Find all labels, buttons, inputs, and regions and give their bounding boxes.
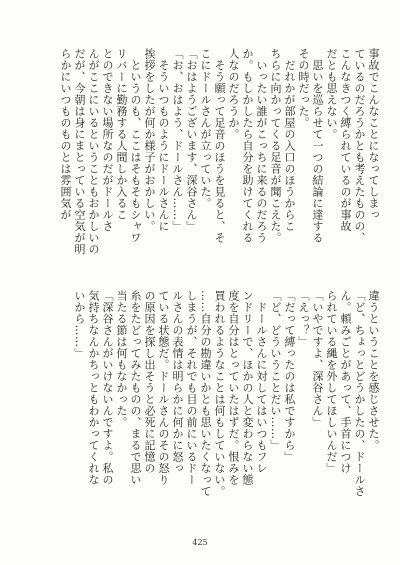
text-line: こんなきつく縛られているのが事故 — [339, 48, 352, 232]
dialogue-line: 「お、おはよう、ドールさん……」 — [171, 48, 184, 232]
text-line: ている状態だ。ドールさんのその怒り — [157, 290, 170, 486]
text-line: とのできない場所なのだがドールさ — [101, 48, 114, 232]
text-line: というのも、ここはそもそもシャワ — [129, 48, 142, 244]
dialogue-line: 「えっ？」 — [297, 290, 310, 348]
text-line: だが、今朝は身にまとっている空気が明 — [73, 48, 86, 255]
lower-text-block — [58, 290, 380, 522]
text-line: ん。頼みごとがあって、手首につけ — [339, 290, 352, 474]
text-line: らかにいつものものとは雰囲気が — [59, 48, 72, 221]
text-line: ンドリーで、ほかの人と変わらない態 — [241, 290, 254, 486]
text-line: その時だった。 — [297, 48, 310, 129]
dialogue-line: 「だって縛ったのは私ですから」 — [283, 290, 296, 463]
text-line: 度を自分はとっていたはずだ。恨みを — [227, 290, 240, 486]
text-line: そういつものようにドールさんに — [157, 48, 170, 232]
dialogue-line: 「ど、どういうことだい……」 — [269, 290, 282, 451]
text-line: だとも思えない。 — [325, 48, 338, 140]
text-line: しまうが、それでも目の前にいるドー — [185, 290, 198, 486]
text-line: か。もしかしたら自分を助けてくれる — [241, 48, 254, 244]
text-line: だれかが部屋の入口のほうからこ — [283, 48, 296, 232]
dialogue-line: 「ど、ちょっとどうかしたの、ドールさ — [353, 290, 366, 497]
text-line: られている縄を外してほしいんだ」 — [325, 290, 338, 474]
text-line: ちらに向かってくる足音が聞こえた。 — [269, 48, 282, 244]
text-line: 違うということを感じさせた。 — [367, 290, 380, 451]
text-line: 買われるようなことは何もしていない。 — [213, 290, 226, 497]
text-line: 事故でこんなことになってしまっ — [367, 48, 380, 221]
text-line: ているのだろうかとも考えたものの、 — [353, 48, 366, 244]
text-line: 挨拶をしたが何か様子がおかしい。 — [143, 48, 156, 232]
text-line: ドールさんに対してはいつもフレ — [255, 290, 268, 474]
dialogue-line: いから……」 — [73, 290, 86, 359]
text-line: んがここにいるということもおかしいの — [87, 48, 100, 255]
text-line: の原因を探し出そうと必死に記憶の — [143, 290, 156, 474]
text-line: そう願って足音のほうを見ると、そ — [213, 48, 226, 244]
text-line: 当たる節は何もなかった。 — [115, 290, 128, 428]
text-line: こにドールさんが立っていた。 — [199, 48, 212, 209]
text-line: ルさんの表情は明らかに何かに怒っ — [171, 290, 184, 474]
text-line: リバーに勤務する人間しか入るこ — [115, 48, 128, 221]
dialogue-line: 「おはようございます、深谷さん」 — [185, 48, 198, 232]
text-line: ……自分の勘違いかとも思いたくなって — [199, 290, 212, 497]
dialogue-line: 「深谷さんがいけないんですよ。私の — [101, 290, 114, 486]
dialogue-line: 「いやですよ、深谷さん」 — [311, 290, 324, 428]
text-line: 思いを巡らせて一つの結論に達する — [311, 48, 324, 244]
upper-text-block — [58, 48, 380, 270]
page-number: 425 — [192, 538, 208, 547]
text-line: いったい誰がこっちに来るのだろう — [255, 48, 268, 244]
text-line: 糸をたどってみたものの、まるで思い — [129, 290, 142, 486]
text-line: 人なのだろうか。 — [227, 48, 240, 140]
dialogue-line: 気持ちなんかちっともわかってくれな — [87, 290, 100, 486]
